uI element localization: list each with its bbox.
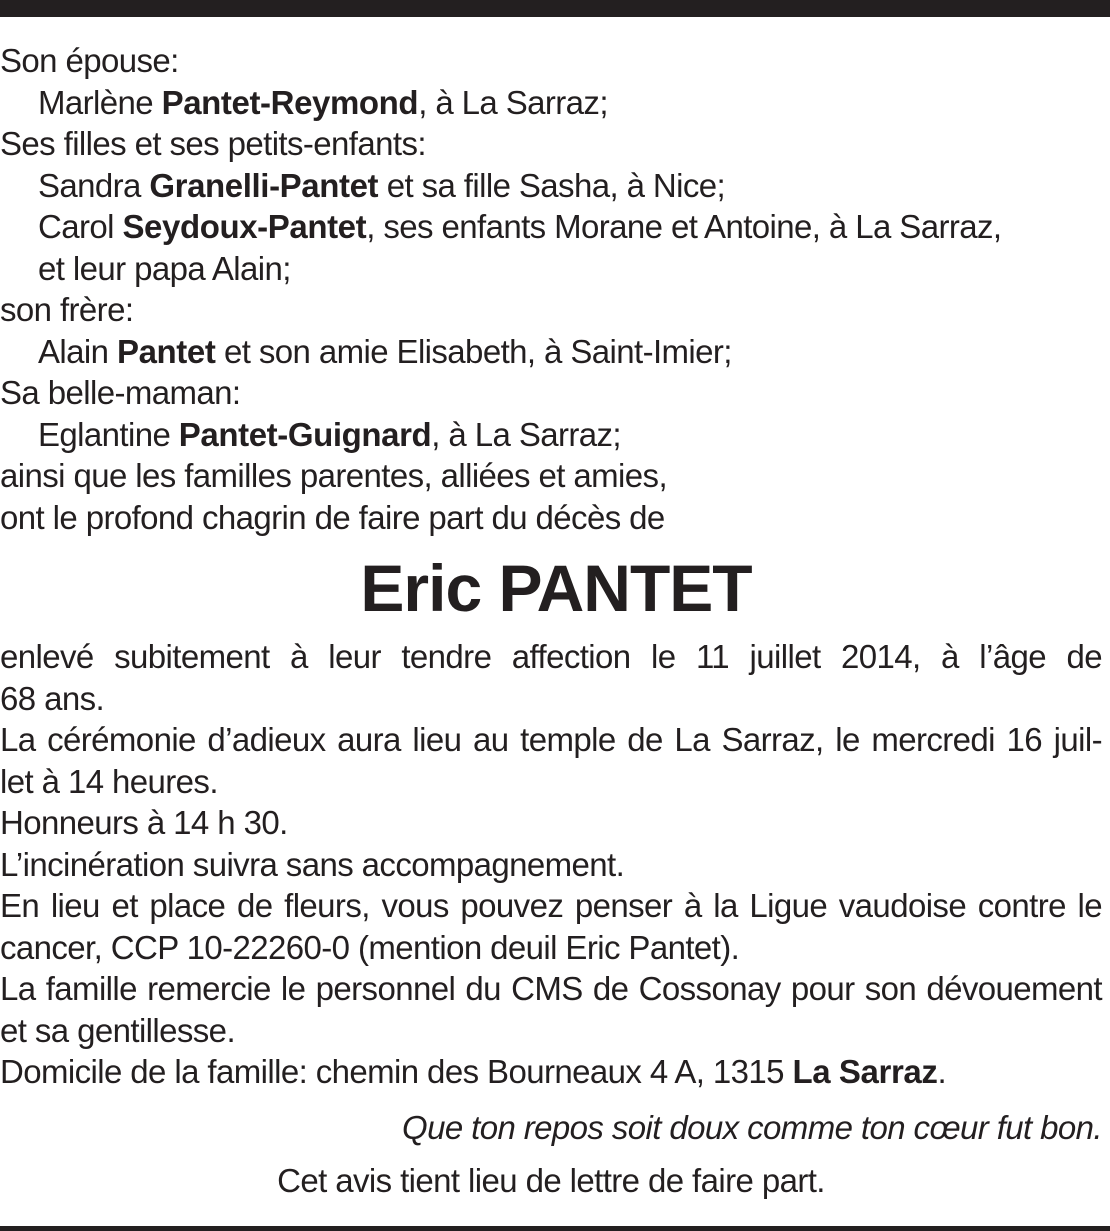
mother-in-law-heading: Sa belle-maman: [0,374,241,411]
ceremony-line-2: let à 14 heures. [0,762,218,800]
brother-line [0,331,1102,373]
thanks-line-2: et sa gentillesse. [0,1011,236,1049]
spouse-first-name: Marlène [38,83,162,121]
donation-line-2: cancer, CCP 10-22260-0 (mention deuil Eric Pantet). [0,928,740,966]
daughter2-first-name: Carol [38,208,123,245]
top-rule [0,0,1110,17]
cremation-line: L’incinération suivra sans accompagnement. [0,845,625,883]
donation-line-1: En lieu et place de fleurs, vous pouvez penser à la Ligue vaudoise contre le [0,887,1102,924]
death-line-2: 68 ans. [0,679,105,717]
closing-note: Cet avis tient lieu de lettre de faire part. [277,1162,825,1199]
address-line [0,1051,1102,1093]
bottom-rule [0,1226,1110,1231]
spouse-line [0,82,1102,124]
mother-in-law-place: , à La Sarraz; [431,415,621,453]
daughters-heading: Ses filles et ses petits-enfants: [0,125,426,162]
daughter1-first-name: Sandra [38,166,150,204]
death-line-1: enlevé subitement à leur tendre affection le 11 juillet 2014, à l’âge de [0,638,1102,675]
daughter1-surname: Granelli-Pantet [149,166,379,204]
daughter1-line [0,165,1102,207]
thanks-line-1: La famille remercie le personnel du CMS de Cossonay pour son dévouement [0,970,1102,1007]
daughter2-surname: Seydoux-Pantet [122,208,367,245]
daughter2-rest: , ses enfants Morane et Antoine, à La Sarraz, [366,208,1002,245]
obituary-notice [0,40,1102,1202]
relatives-line: ainsi que les familles parentes, alliées et amies, [0,457,668,494]
daughter2-line [0,206,1102,248]
address-town: La Sarraz [792,1053,938,1090]
address-end: . [937,1053,947,1090]
brother-first-name: Alain [38,332,117,370]
mother-in-law-line [0,414,1102,456]
address-prefix: Domicile de la famille: chemin des Bourneaux 4 A, 1315 [0,1053,793,1090]
deceased-name: Eric PANTET [360,551,752,625]
daughter1-rest: et sa fille Sasha, à Nice; [378,166,726,204]
daughter2-continuation: et leur papa Alain; [38,249,291,287]
brother-surname: Pantet [116,332,216,370]
mother-in-law-first-name: Eglantine [38,415,179,453]
ceremony-line-1: La cérémonie d’adieux aura lieu au temple de La Sarraz, le mercredi 16 juil- [0,721,1102,758]
motto: Que ton repos soit doux comme ton cœur fut bon. [402,1108,1102,1146]
spouse-surname: Pantet-Reymond [161,83,419,121]
mother-in-law-surname: Pantet-Guignard [178,415,432,453]
honours-line: Honneurs à 14 h 30. [0,804,288,841]
announcement-line: ont le profond chagrin de faire part du décès de [0,498,665,536]
spouse-place: , à La Sarraz; [418,83,608,121]
brother-rest: et son amie Elisabeth, à Saint-Imier; [215,332,732,370]
spouse-heading: Son épouse: [0,42,179,79]
brother-heading: son frère: [0,291,134,328]
